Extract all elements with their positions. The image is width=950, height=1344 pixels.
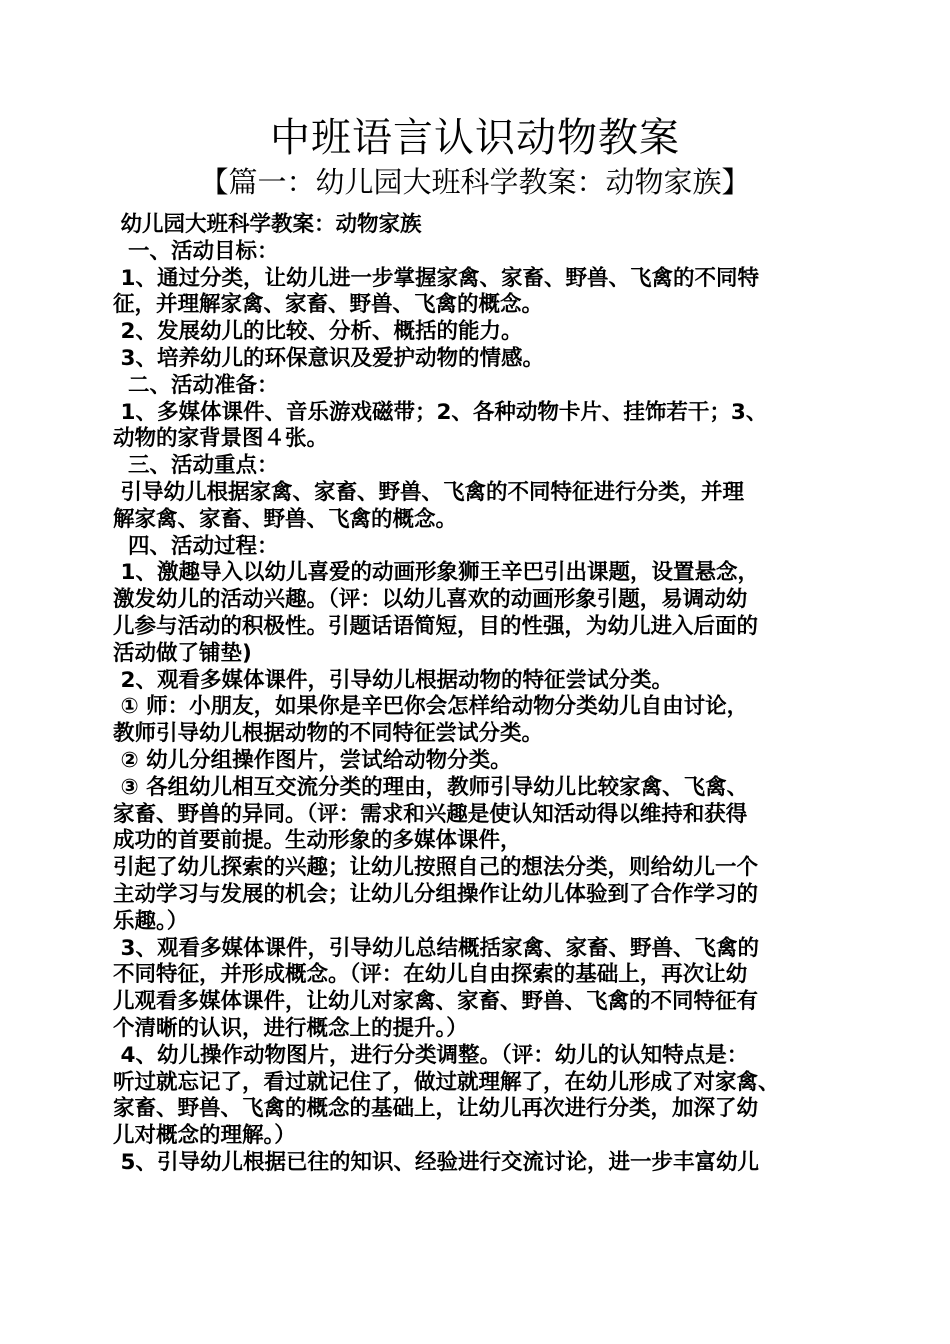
text-line: 激发幼儿的活动兴趣。（评：以幼儿喜欢的动画形象引题，易调动幼 xyxy=(113,587,748,613)
text-line: 4、幼儿操作动物图片，进行分类调整。（评：幼儿的认知特点是： xyxy=(113,1042,749,1068)
text-line: 1、多媒体课件、音乐游戏磁带；2、各种动物卡片、挂饰若干；3、 xyxy=(113,399,768,425)
text-line: 5、引导幼儿根据已往的知识、经验进行交流讨论，进一步丰富幼儿 xyxy=(113,1149,759,1175)
text-line: 儿观看多媒体课件，让幼儿对家禽、家畜、野兽、飞禽的不同特征有 xyxy=(113,989,759,1015)
text-line: 一、活动目标： xyxy=(113,238,279,264)
text-line: 征，并理解家禽、家畜、野兽、飞禽的概念。 xyxy=(113,292,544,318)
text-line: 二、活动准备： xyxy=(113,372,279,398)
text-line: 儿对概念的理解。） xyxy=(113,1123,296,1149)
text-line: 2、发展幼儿的比较、分析、概括的能力。 xyxy=(113,319,523,345)
text-line: 幼儿园大班科学教案：动物家族 xyxy=(113,212,422,237)
text-line: 家畜、野兽的异同。（评：需求和兴趣是使认知活动得以维持和获得 xyxy=(113,801,748,827)
text-line: 2、观看多媒体课件，引导幼儿根据动物的特征尝试分类。 xyxy=(113,667,673,693)
text-line: 引导幼儿根据家禽、家畜、野兽、飞禽的不同特征进行分类，并理 xyxy=(113,479,744,505)
text-line: ① 师：小朋友，如果你是辛巴你会怎样给动物分类幼儿自由讨论， xyxy=(113,694,749,720)
text-line: 动物的家背景图４张。 xyxy=(113,426,329,452)
text-line: ② 幼儿分组操作图片，尝试给动物分类。 xyxy=(113,747,512,773)
text-line: 主动学习与发展的机会；让幼儿分组操作让幼儿体验到了合作学习的 xyxy=(113,881,759,907)
text-line: 四、活动过程： xyxy=(113,533,279,559)
text-line: 听过就忘记了，看过就记住了，做过就理解了，在幼儿形成了对家禽、 xyxy=(113,1069,780,1095)
text-line: 解家禽、家畜、野兽、飞禽的概念。 xyxy=(113,506,458,532)
text-line: ③ 各组幼儿相互交流分类的理由，教师引导幼儿比较家禽、飞禽、 xyxy=(113,774,749,800)
text-line: 3、培养幼儿的环保意识及爱护动物的情感。 xyxy=(113,345,544,371)
text-line: 1、激趣导入以幼儿喜爱的动画形象狮王辛巴引出课题，设置悬念， xyxy=(113,560,759,586)
text-line: 家畜、野兽、飞禽的概念的基础上，让幼儿再次进行分类，加深了幼 xyxy=(113,1096,759,1122)
text-line: 1、通过分类，让幼儿进一步掌握家禽、家畜、野兽、飞禽的不同特 xyxy=(113,265,759,291)
text-line: 3、观看多媒体课件，引导幼儿总结概括家禽、家畜、野兽、飞禽的 xyxy=(113,935,759,961)
text-line: 乐趣。） xyxy=(113,908,189,934)
text-line: 三、活动重点： xyxy=(113,453,279,479)
text-line: 个清晰的认识，进行概念上的提升。） xyxy=(113,1015,468,1041)
text-line: 引起了幼儿探索的兴趣；让幼儿按照自己的想法分类，则给幼儿一个 xyxy=(113,855,759,881)
text-line: 不同特征，并形成概念。（评：在幼儿自由探索的基础上，再次让幼 xyxy=(113,962,748,988)
text-line: 儿参与活动的积极性。引题话语简短，目的性强，为幼儿进入后面的 xyxy=(113,613,759,639)
document-body xyxy=(113,212,835,1177)
document-subtitle: 【篇一：幼儿园大班科学教案：动物家族】 xyxy=(199,165,751,199)
text-line: 成功的首要前提。生动形象的多媒体课件， xyxy=(113,828,522,854)
document-title: 中班语言认识动物教案 xyxy=(270,115,680,161)
text-line: 活动做了铺垫) xyxy=(113,640,252,666)
text-line: 教师引导幼儿根据动物的不同特征尝试分类。 xyxy=(113,721,544,747)
